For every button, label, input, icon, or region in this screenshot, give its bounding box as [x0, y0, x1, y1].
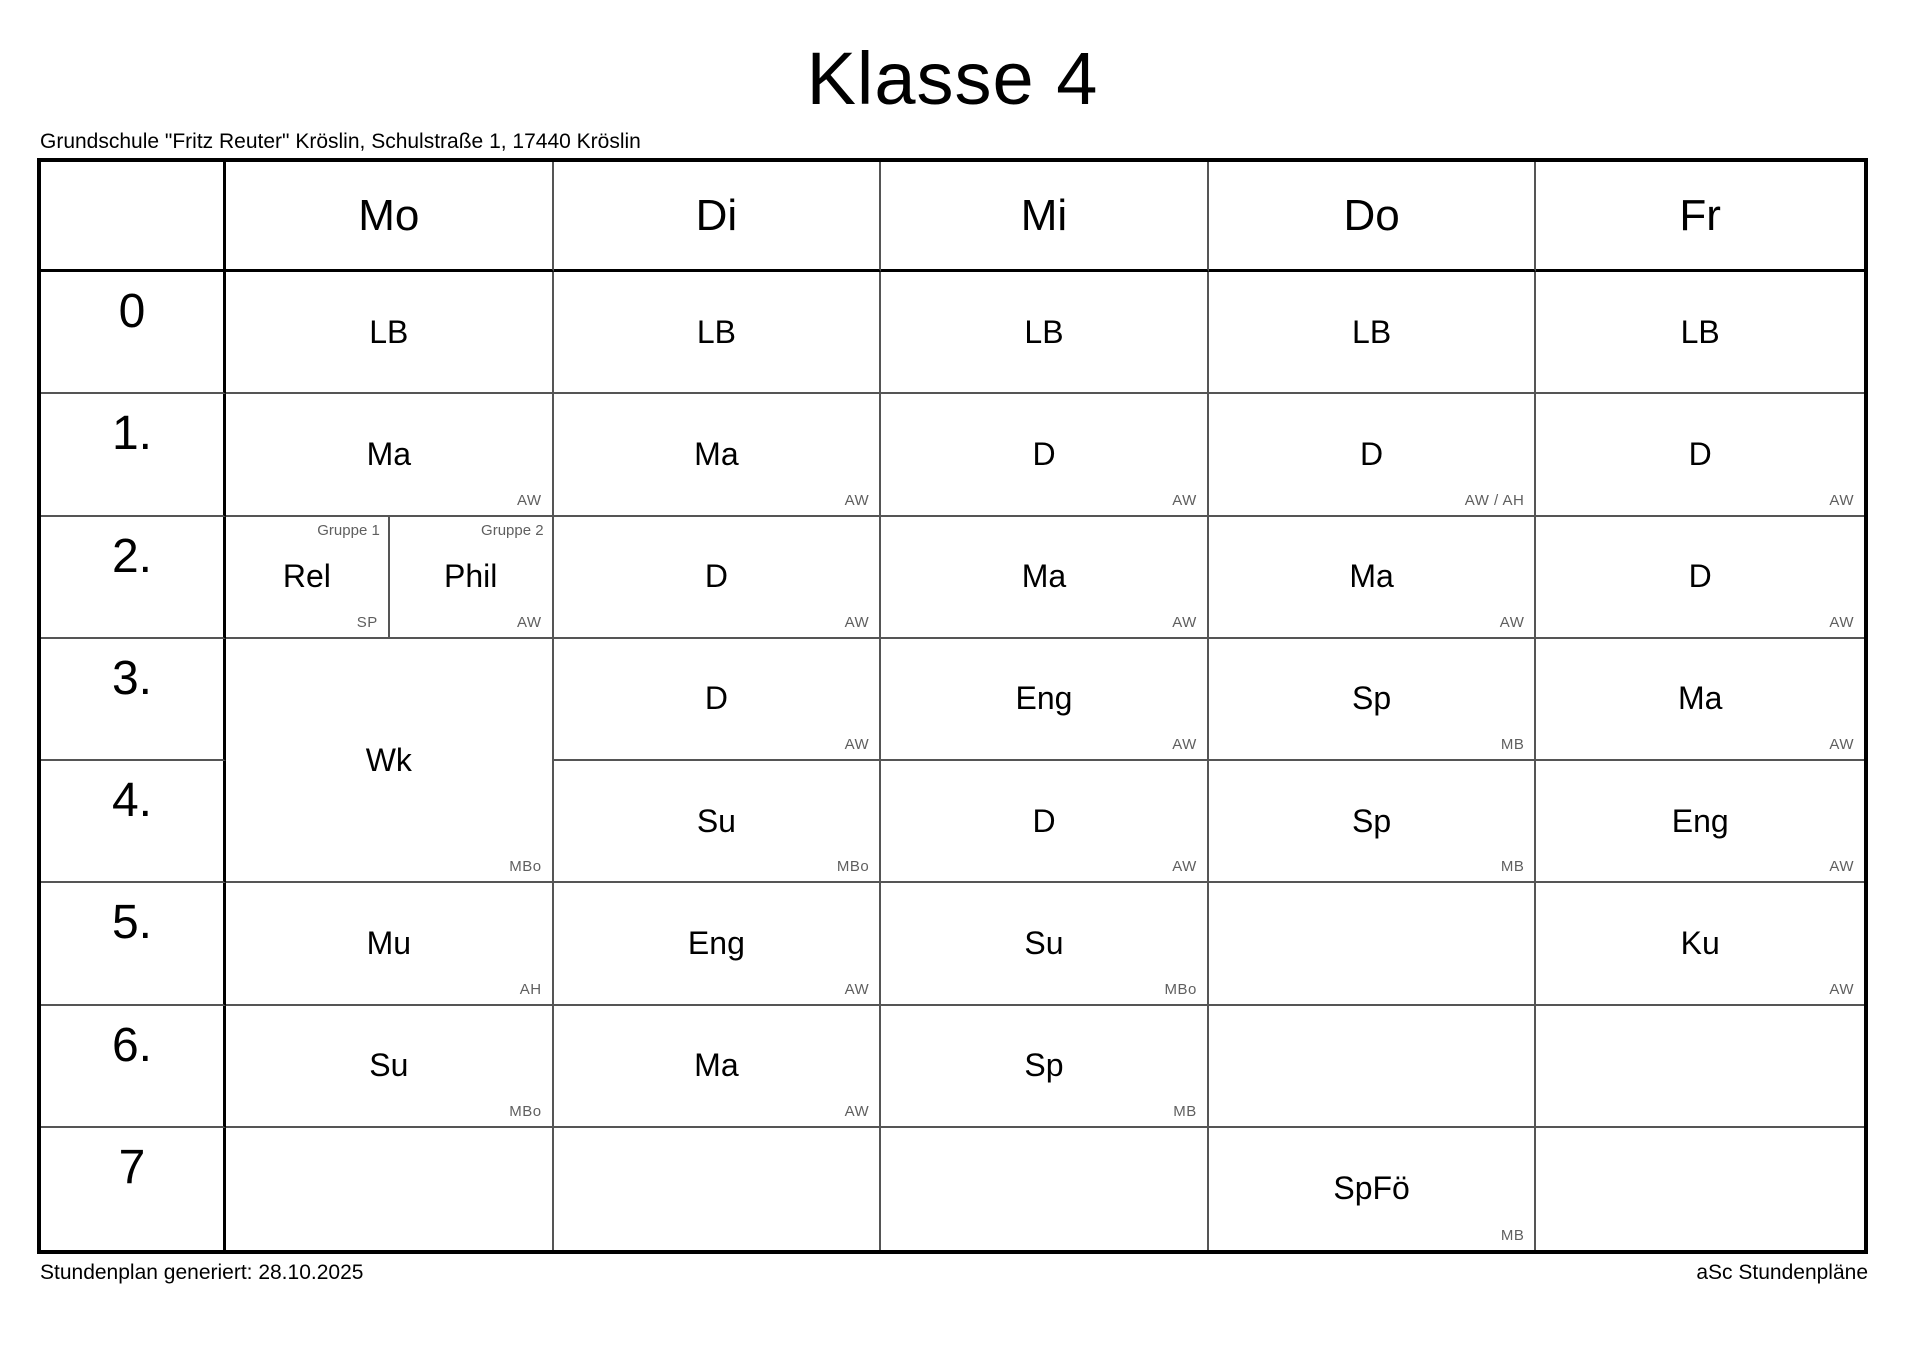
- lesson-cell: [1209, 639, 1537, 761]
- teacher-label: AH: [519, 980, 542, 998]
- teacher-label: MBo: [509, 1102, 542, 1120]
- period-label: 3.: [41, 639, 226, 761]
- teacher-label: AW / AH: [1464, 491, 1525, 509]
- lesson-cell: [554, 761, 882, 883]
- lesson-cell: [1209, 394, 1537, 516]
- lesson-cell: [554, 517, 882, 639]
- teacher-label: MB: [1500, 1227, 1525, 1244]
- lesson-cell: [1536, 883, 1864, 1005]
- subject-label: Phil: [444, 558, 498, 595]
- subject-label: Ma: [366, 435, 412, 472]
- lesson-cell: [881, 761, 1209, 883]
- day-header-fr: Fr: [1536, 162, 1864, 272]
- lesson-cell: [226, 394, 554, 516]
- lesson-cell: [1536, 761, 1864, 883]
- teacher-label: MBo: [509, 858, 542, 876]
- teacher-label: AW: [844, 613, 870, 631]
- lesson-cell: [1209, 1128, 1537, 1250]
- generated-date: Stundenplan generiert: 28.10.2025: [40, 1261, 364, 1284]
- lesson-cell: [1209, 761, 1537, 883]
- subject-label: Ma: [694, 1047, 739, 1084]
- subject-label: Ma: [1349, 558, 1394, 595]
- period-label: 6.: [41, 1006, 226, 1128]
- subject-label: Eng: [687, 924, 745, 961]
- subject-label: LB: [1352, 313, 1392, 350]
- lesson-cell: [1536, 517, 1864, 639]
- timetable: [37, 158, 1868, 1254]
- period-label: 7: [41, 1128, 226, 1250]
- teacher-label: AW: [1172, 736, 1197, 753]
- subject-label: Su: [369, 1047, 409, 1084]
- teacher-label: AW: [1829, 858, 1854, 876]
- teacher-label: AW: [516, 491, 542, 509]
- lesson-cell: [554, 883, 882, 1005]
- subject-label: Sp: [1352, 680, 1392, 717]
- teacher-label: AW: [844, 736, 870, 753]
- subject-label: D: [1032, 435, 1056, 472]
- lesson-cell: [226, 883, 554, 1005]
- period-label: 1.: [41, 394, 226, 516]
- empty-cell: [1536, 1128, 1864, 1250]
- subject-label: Ma: [1677, 680, 1723, 717]
- empty-cell: [1209, 883, 1537, 1005]
- lesson-cell: [554, 1006, 882, 1128]
- lesson-cell: [881, 517, 1209, 639]
- corner-cell: [41, 162, 226, 272]
- teacher-label: MBo: [836, 858, 870, 876]
- lesson-cell: [226, 1006, 554, 1128]
- teacher-label: AW: [1172, 491, 1197, 509]
- lesson-cell: [554, 394, 882, 516]
- subject-label: LB: [696, 313, 736, 350]
- teacher-label: MB: [1500, 858, 1525, 876]
- teacher-label: AW: [844, 980, 870, 998]
- lesson-cell: [554, 272, 882, 394]
- empty-cell: [226, 1128, 554, 1250]
- lesson-cell: [1536, 272, 1864, 394]
- subject-label: LB: [1024, 313, 1064, 350]
- day-header-di: Di: [554, 162, 882, 272]
- day-header-mo: Mo: [226, 162, 554, 272]
- subject-label: Eng: [1015, 680, 1073, 717]
- subject-label: Wk: [365, 741, 412, 778]
- lesson-cell: [881, 394, 1209, 516]
- lesson-cell: [881, 639, 1209, 761]
- app-credit: aSc Stundenpläne: [1696, 1261, 1868, 1284]
- teacher-label: AW: [1829, 980, 1854, 998]
- subject-label: Rel: [282, 558, 331, 595]
- lesson-half: [226, 517, 390, 637]
- subject-label: D: [1032, 802, 1056, 839]
- day-header-do: Do: [1209, 162, 1537, 272]
- teacher-label: AW: [844, 1102, 870, 1120]
- empty-cell: [1209, 1006, 1537, 1128]
- lesson-cell: [881, 1006, 1209, 1128]
- page-title: Klasse 4: [806, 37, 1099, 120]
- teacher-label: MBo: [1164, 980, 1197, 998]
- period-label: 5.: [41, 883, 226, 1005]
- teacher-label: AW: [1829, 491, 1854, 509]
- school-address: Grundschule "Fritz Reuter" Kröslin, Schulstraße 1, 17440 Kröslin: [40, 130, 641, 153]
- day-header-mi: Mi: [881, 162, 1209, 272]
- subject-label: Sp: [1024, 1047, 1064, 1084]
- subject-label: D: [1688, 435, 1712, 472]
- teacher-label: SP: [356, 613, 378, 631]
- subject-label: Mu: [366, 924, 412, 961]
- period-label: 4.: [41, 761, 226, 883]
- subject-label: Sp: [1352, 802, 1392, 839]
- subject-label: D: [1688, 558, 1712, 595]
- teacher-label: MB: [1173, 1102, 1197, 1120]
- empty-cell: [554, 1128, 882, 1250]
- subject-label: D: [704, 680, 728, 717]
- teacher-label: AW: [1172, 858, 1197, 876]
- subject-label: Ku: [1680, 924, 1720, 961]
- subject-label: Eng: [1671, 802, 1729, 839]
- lesson-cell: [1536, 394, 1864, 516]
- teacher-label: AW: [844, 491, 870, 509]
- group-label: Gruppe 2: [481, 521, 544, 539]
- subject-label: Ma: [1021, 558, 1067, 595]
- teacher-label: AW: [516, 613, 542, 631]
- subject-label: Ma: [694, 435, 739, 472]
- lesson-cell: [881, 272, 1209, 394]
- lesson-cell: [226, 272, 554, 394]
- split-lesson-cell: [226, 517, 554, 639]
- teacher-label: AW: [1829, 736, 1854, 753]
- subject-label: Su: [696, 802, 736, 839]
- group-label: Gruppe 1: [317, 521, 380, 539]
- lesson-cell: [226, 639, 554, 884]
- period-label: 2.: [41, 517, 226, 639]
- lesson-cell: [554, 639, 882, 761]
- lesson-cell: [1536, 639, 1864, 761]
- subject-label: SpFö: [1333, 1170, 1410, 1207]
- teacher-label: AW: [1499, 613, 1525, 631]
- lesson-cell: [1209, 517, 1537, 639]
- teacher-label: AW: [1172, 613, 1197, 631]
- lesson-cell: [1209, 272, 1537, 394]
- teacher-label: MB: [1500, 736, 1525, 753]
- empty-cell: [881, 1128, 1209, 1250]
- subject-label: LB: [369, 313, 409, 350]
- lesson-half: [390, 517, 552, 637]
- subject-label: Su: [1024, 924, 1064, 961]
- subject-label: D: [1360, 435, 1384, 472]
- empty-cell: [1536, 1006, 1864, 1128]
- period-label: 0: [41, 272, 226, 394]
- lesson-cell: [881, 883, 1209, 1005]
- teacher-label: AW: [1829, 613, 1854, 631]
- subject-label: LB: [1680, 313, 1720, 350]
- subject-label: D: [704, 558, 728, 595]
